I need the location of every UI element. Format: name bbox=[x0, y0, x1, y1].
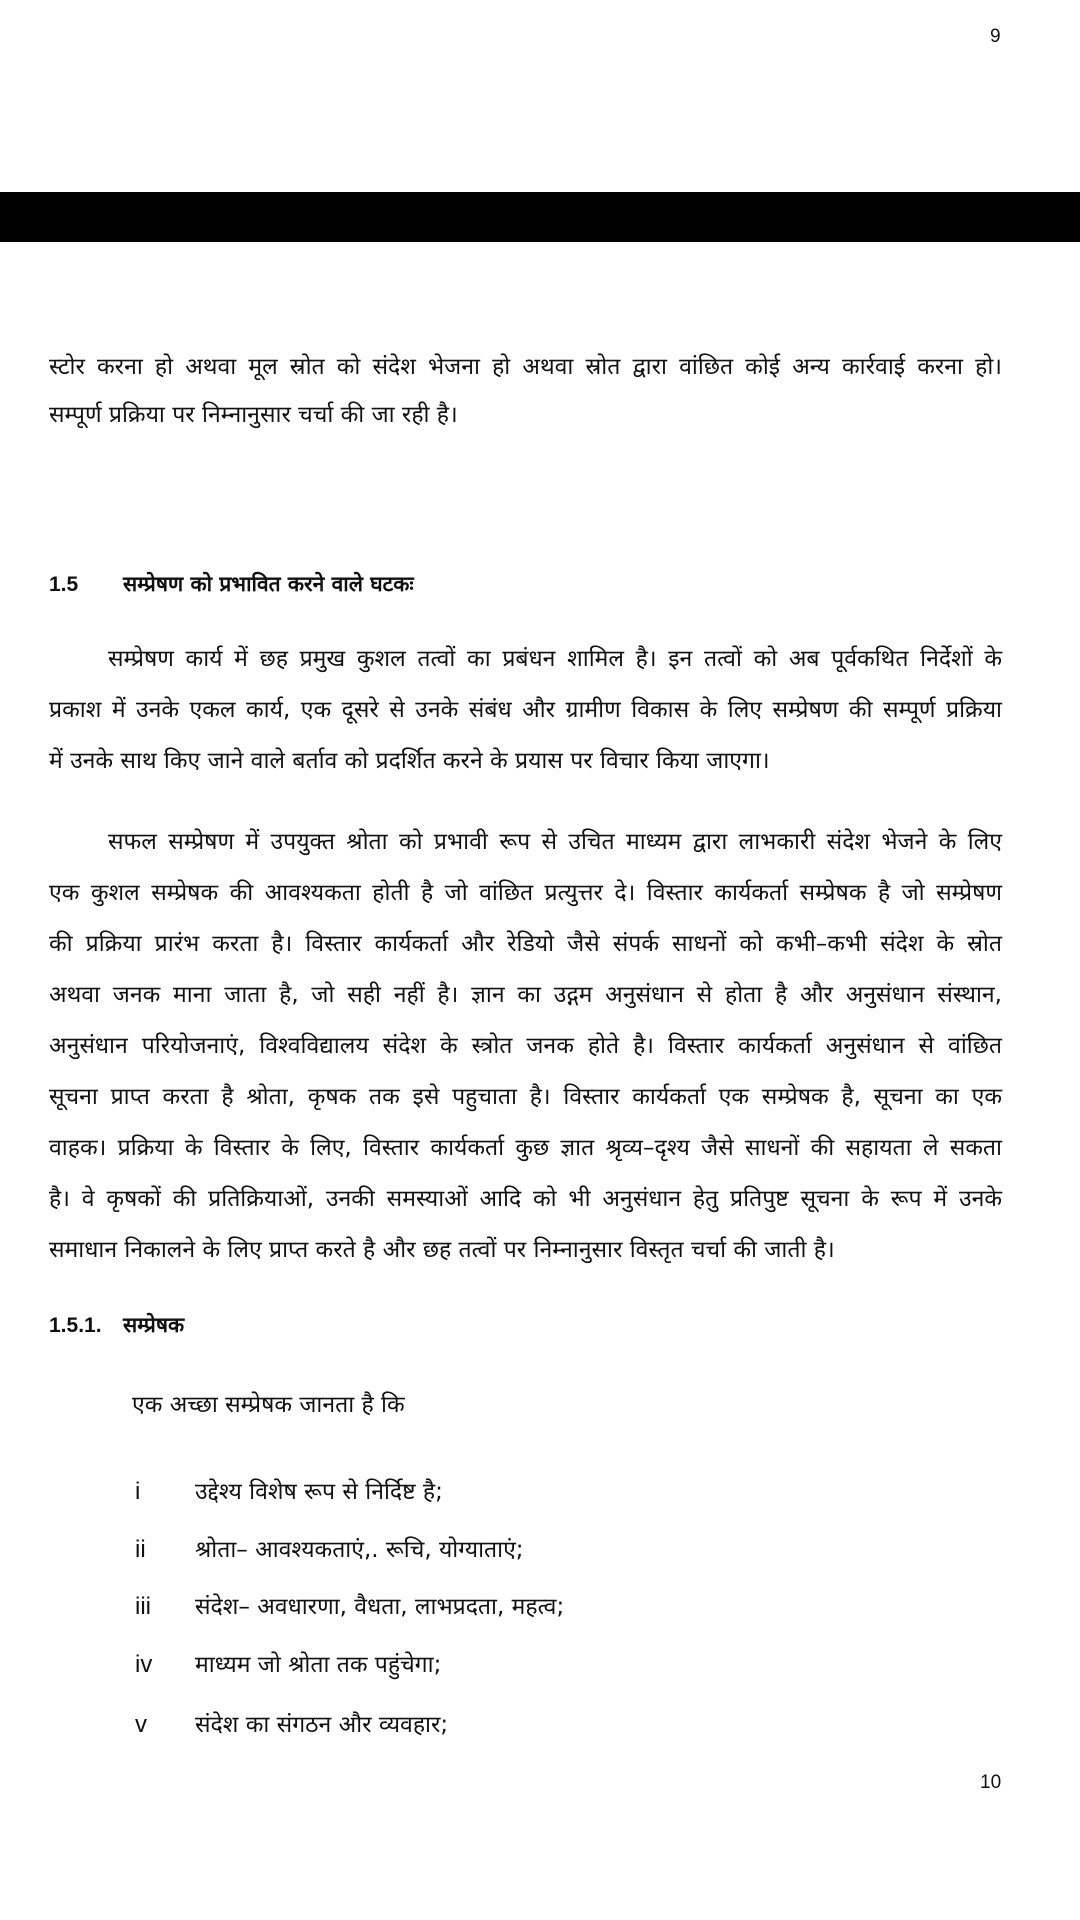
paragraph-line: प्रकाश में उनके एकल कार्य, एक दूसरे से उनके संबंध और ग्रामीण विकास के लिए सम्प्रेषण की सम्पूर्ण प्रक्रिया bbox=[49, 697, 1002, 723]
list-item bbox=[135, 1589, 564, 1621]
list-item-text: माध्यम जो श्रोता तक पहुंचेगा; bbox=[195, 1652, 442, 1678]
section-heading-1-5-1 bbox=[49, 1311, 184, 1339]
section-title: सम्प्रेषण को प्रभावित करने वाले घटकः bbox=[123, 572, 414, 596]
paragraph-line: स्टोर करना हो अथवा मूल स्रोत को संदेश भेजना हो अथवा स्रोत द्वारा वांछित कोई अन्य कार्रवाई करना हो। bbox=[49, 354, 1002, 380]
section-number: 1.5 bbox=[49, 573, 79, 596]
paragraph-line: वाहक। प्रक्रिया के विस्तार के लिए, विस्तार कार्यकर्ता कुछ ज्ञात श्रृव्य–दृश्य जैसे साधनों की सहायता ले सकता bbox=[49, 1135, 1002, 1161]
paragraph-line: में उनके साथ किए जाने वाले बर्ताव को प्रदर्शित करने के प्रयास पर विचार किया जाएगा। bbox=[49, 748, 770, 774]
section-title: सम्प्रेषक bbox=[123, 1313, 185, 1337]
list-item bbox=[135, 1707, 448, 1739]
paragraph-line: अनुसंधान परियोजनाएं, विश्वविद्यालय संदेश के स्त्रोत जनक होते है। विस्तार कार्यकर्ता अनुसंधान से वांछित bbox=[49, 1033, 1002, 1059]
list-item bbox=[135, 1647, 441, 1679]
section-number: 1.5.1. bbox=[49, 1314, 102, 1337]
paragraph-line: एक कुशल सम्प्रेषक की आवश्यकता होती है जो वांछित प्रत्युत्तर दे। विस्तार कार्यकर्ता सम्प्रेषक है जो सम्प्रेषण bbox=[49, 880, 1002, 906]
paragraph-line: की प्रक्रिया प्रारंभ करता है। विस्तार कार्यकर्ता और रेडियो जैसे संपर्क साधनों को कभी–कभी संदेश के स्रोत bbox=[49, 931, 1002, 957]
paragraph-line: अथवा जनक माना जाता है, जो सही नहीं है। ज्ञान का उद्गम अनुसंधान से होता है और अनुसंधान संस्थान, bbox=[49, 982, 1002, 1008]
list-marker: v bbox=[135, 1711, 147, 1738]
list-marker: iv bbox=[135, 1651, 153, 1678]
list-marker: i bbox=[135, 1478, 141, 1505]
list-item-text: संदेश– अवधारणा, वैधता, लाभप्रदता, महत्व; bbox=[195, 1594, 565, 1620]
list-item bbox=[135, 1532, 524, 1564]
section-heading-1-5 bbox=[49, 570, 414, 598]
paragraph-line: समाधान निकालने के लिए प्राप्त करते है और छह तत्वों पर निम्नानुसार विस्तृत चर्चा की जाती है। bbox=[49, 1237, 835, 1263]
paragraph-line: सम्पूर्ण प्रक्रिया पर निम्नानुसार चर्चा की जा रही है। bbox=[49, 402, 458, 428]
paragraph-line: सूचना प्राप्त करता है श्रोता, कृषक तक इसे पहुचाता है। विस्तार कार्यकर्ता एक सम्प्रेषक है, सूचना का एक bbox=[49, 1084, 1002, 1110]
list-item-text: उद्देश्य विशेष रूप से निर्दिष्ट है; bbox=[195, 1479, 443, 1505]
list-intro: एक अच्छा सम्प्रेषक जानता है कि bbox=[132, 1392, 405, 1418]
header-bar bbox=[0, 192, 1080, 242]
paragraph-line: सफल सम्प्रेषण में उपयुक्त श्रोता को प्रभावी रूप से उचित माध्यम द्वारा लाभकारी संदेश भेजने के लिए bbox=[108, 829, 1002, 855]
page-number-bottom: 10 bbox=[980, 1772, 1002, 1793]
paragraph-line: है। वे कृषकों की प्रतिक्रियाओं, उनकी समस्याओं आदि को भी अनुसंधान हेतु प्रतिपुष्ट सूचना के रूप में उनके bbox=[49, 1186, 1002, 1212]
page-number-top: 9 bbox=[990, 26, 1001, 47]
list-marker: ii bbox=[135, 1536, 146, 1563]
list-item bbox=[135, 1474, 443, 1506]
list-item-text: संदेश का संगठन और व्यवहार; bbox=[195, 1712, 449, 1738]
paragraph-line: सम्प्रेषण कार्य में छह प्रमुख कुशल तत्वों का प्रबंधन शामिल है। इन तत्वों को अब पूर्वकथित निर्देशों के bbox=[108, 646, 1002, 672]
list-marker: iii bbox=[135, 1593, 151, 1620]
list-item-text: श्रोता– आवश्यकताएं,. रूचि, योग्याताएं; bbox=[195, 1537, 524, 1563]
